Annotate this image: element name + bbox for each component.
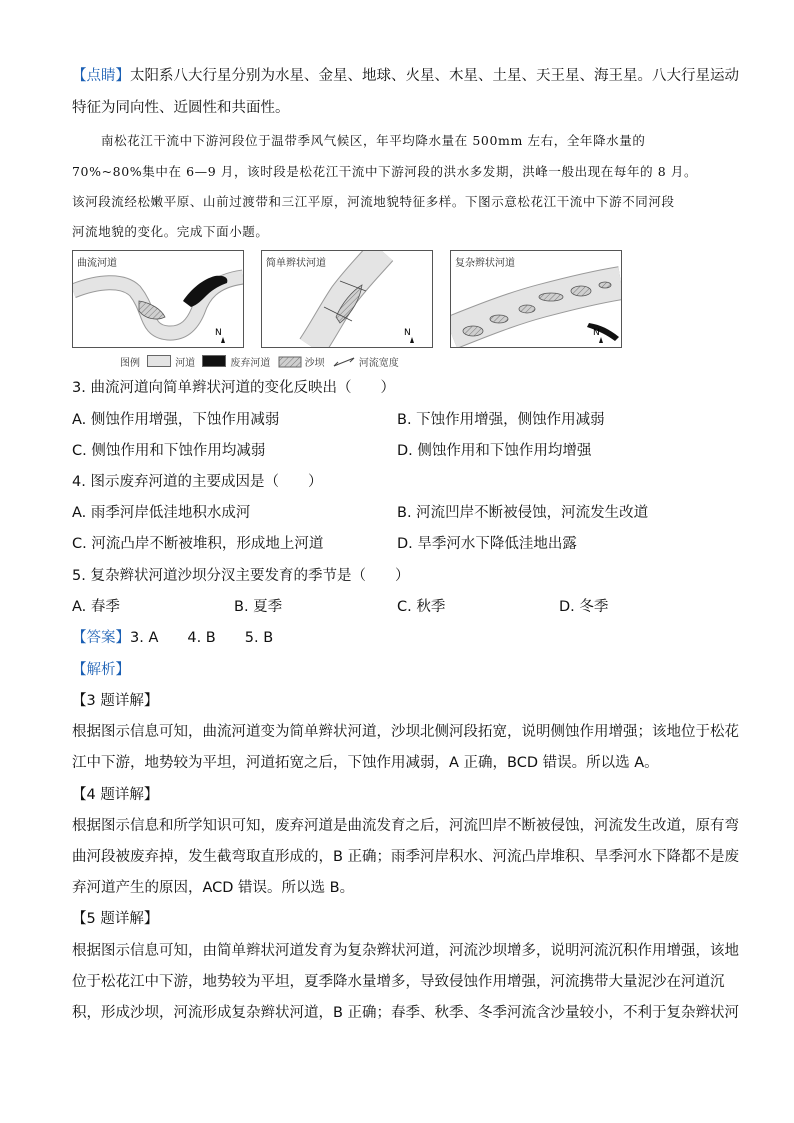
- detail-4-line-1: 根据图示信息和所学知识可知，废弃河道是曲流发育之后，河流凹岸不断被侵蚀，河流发生改道，原有弯: [72, 818, 739, 834]
- sandbar-shape: [463, 326, 483, 336]
- intro-tag: 【点睛】: [72, 68, 130, 84]
- panel-title-complex-braided: 复杂辫状河道: [455, 258, 515, 269]
- river-morphology-figure: [72, 250, 624, 368]
- sandbar-shape: [599, 282, 611, 288]
- q4-option-c: C. 河流凸岸不断被堆积，形成地上河道: [72, 536, 324, 552]
- answer-tag: 【答案】: [72, 630, 130, 646]
- q5-stem: 5. 复杂辫状河道沙坝分汊主要发育的季节是（ ）: [72, 568, 410, 584]
- passage-line-2: 70%~80%集中在 6—9 月，该时段是松花江干流中下游河段的洪水多发期，洪峰一般出现在每年的 8 月。: [72, 164, 698, 179]
- q4-option-a: A. 雨季河岸低洼地积水成河: [72, 505, 251, 521]
- q3-option-d: D. 侧蚀作用和下蚀作用均增强: [397, 443, 592, 459]
- legend-label-sandbar: 沙坝: [304, 358, 325, 369]
- q3-option-a: A. 侧蚀作用增强，下蚀作用减弱: [72, 412, 280, 428]
- legend-title: 图例: [120, 358, 140, 369]
- detail-4-line-3: 弃河道产生的原因，ACD 错误。所以选 B。: [72, 880, 355, 896]
- detail-4-tag: 【4 题详解】: [72, 787, 159, 803]
- detail-3-line-1: 根据图示信息可知，曲流河道变为简单辫状河道，沙坝北侧河段拓宽，说明侧蚀作用增强；该地位于松花: [72, 724, 739, 740]
- intro-text: 太阳系八大行星分别为水星、金星、地球、火星、木星、土星、天王星、海王星。八大行星运动: [130, 68, 739, 84]
- legend-label-river: 河道: [175, 358, 196, 369]
- detail-3-tag: 【3 题详解】: [72, 693, 159, 709]
- panel-title-meandering: 曲流河道: [77, 258, 117, 269]
- q4-stem: 4. 图示废弃河道的主要成因是（ ）: [72, 474, 323, 490]
- q4-option-b: B. 河流凹岸不断被侵蚀，河流发生改道: [397, 505, 649, 521]
- detail-3-line-2: 江中下游，地势较为平坦，河道拓宽之后，下蚀作用减弱，A 正确，BCD 错误。所以选 A。: [72, 755, 659, 771]
- abandoned-channel-shape: [587, 323, 619, 341]
- sandbar-shape: [539, 293, 563, 301]
- legend-label-width: 河流宽度: [358, 358, 399, 369]
- q5-option-d: D. 冬季: [559, 599, 609, 615]
- detail-5-line-1: 根据图示信息可知，由简单辫状河道发育为复杂辫状河道，河流沙坝增多，说明河流沉积作用增强，该地: [72, 943, 739, 959]
- legend-swatch-river: [147, 355, 171, 367]
- q3-stem: 3. 曲流河道向简单辫状河道的变化反映出（ ）: [72, 380, 395, 396]
- answer-line: [72, 628, 273, 648]
- legend-swatch-abandoned: [202, 355, 226, 367]
- panel-title-simple-braided: 简单辫状河道: [266, 258, 326, 269]
- panel-simple-braided: [261, 250, 433, 348]
- q3-option-c: C. 侧蚀作用和下蚀作用均减弱: [72, 443, 266, 459]
- legend-swatch-sandbar: [278, 356, 302, 368]
- answer-text: 3. A 4. B 5. B: [130, 630, 274, 646]
- sandbar-shape: [519, 305, 535, 313]
- north-arrow-label: N: [593, 328, 600, 338]
- detail-5-line-3: 积，形成沙坝，河流形成复杂辫状河道，B 正确；春季、秋季、冬季河流含沙量较小，不利于复杂辫状河: [72, 1005, 740, 1021]
- legend-swatch-width-arrow-icon: [332, 356, 356, 368]
- intro-line-1: [72, 66, 739, 86]
- panel-meandering: [72, 250, 244, 348]
- q3-option-b: B. 下蚀作用增强，侧蚀作用减弱: [397, 412, 605, 428]
- north-arrow-label: N: [215, 328, 222, 338]
- q5-option-b: B. 夏季: [234, 599, 283, 615]
- q4-option-d: D. 旱季河水下降低洼地出露: [397, 536, 577, 552]
- sandbar-shape: [490, 315, 508, 323]
- passage-line-1: 南松花江干流中下游河段位于温带季风气候区，年平均降水量在 500mm 左右，全年降水量的: [101, 133, 646, 148]
- passage-line-4: 河流地貌的变化。完成下面小题。: [72, 224, 269, 239]
- passage-line-3: 该河段流经松嫩平原、山前过渡带和三江平原，河流地貌特征多样。下图示意松花江干流中下游不同河段: [72, 194, 675, 209]
- q5-option-c: C. 秋季: [397, 599, 446, 615]
- detail-5-tag: 【5 题详解】: [72, 911, 159, 927]
- north-arrow-label: N: [404, 328, 411, 338]
- panel-complex-braided: [450, 250, 622, 348]
- q5-option-a: A. 春季: [72, 599, 120, 615]
- legend-label-abandoned: 废弃河道: [230, 358, 271, 369]
- intro-line-2: 特征为同向性、近圆性和共面性。: [72, 100, 290, 116]
- detail-4-line-2: 曲河段被废弃掉，发生截弯取直形成的，B 正确；雨季河岸积水、河流凸岸堆积、旱季河水下降都不是废: [72, 849, 740, 865]
- sandbar-shape: [571, 286, 591, 296]
- figure-legend: [120, 354, 403, 369]
- detail-5-line-2: 位于松花江中下游，地势较为平坦，夏季降水量增多，导致侵蚀作用增强，河流携带大量泥沙在河道沉: [72, 974, 725, 990]
- analysis-tag: 【解析】: [72, 662, 130, 678]
